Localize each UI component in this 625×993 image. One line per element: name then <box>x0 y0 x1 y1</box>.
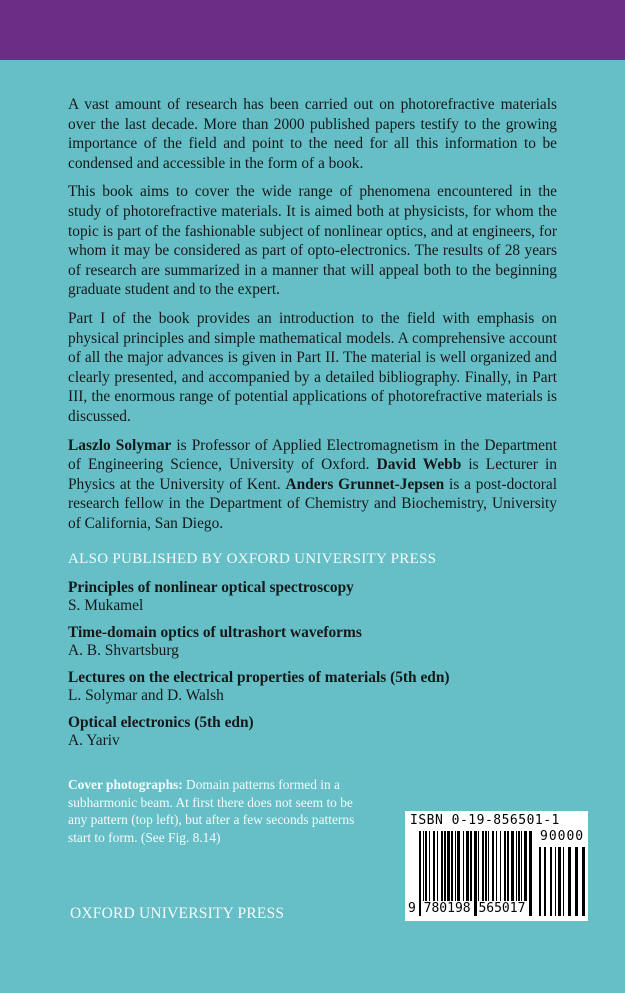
book-item <box>68 714 557 750</box>
barcode-addon-bar <box>539 847 541 916</box>
isbn-text: ISBN 0-19-856501-1 <box>410 813 560 828</box>
author-bios <box>68 436 557 534</box>
barcode-bar <box>507 831 509 901</box>
barcode-addon-bar <box>555 847 556 916</box>
caption-label: Cover photographs: <box>68 777 183 792</box>
barcode-bar <box>466 831 469 901</box>
barcode-bar <box>511 831 514 901</box>
book-title: Principles of nonlinear optical spectroscopy <box>68 579 354 597</box>
back-cover-text <box>68 95 557 750</box>
barcode-addon-bar <box>582 847 585 916</box>
cover-caption <box>68 776 368 846</box>
book-title: Optical electronics (5th edn) <box>68 714 254 732</box>
book-author: A. Yariv <box>68 732 120 750</box>
caption-text: Domain patterns formed in a subharmonic beam. At first there does not seem to be any pattern (top left), but after a few seconds patterns start to form. (See Fig. 8.14) <box>68 777 355 845</box>
book-author: S. Mukamel <box>68 597 144 615</box>
barcode-bar <box>488 831 489 901</box>
barcode-bar <box>500 831 501 901</box>
barcode-addon-bar <box>568 847 571 916</box>
top-color-band <box>0 0 625 60</box>
author-bio: is a post-doctoral research fellow in the Department of Chemistry and Biochemistry, University of California, San Diego. <box>68 475 557 532</box>
barcode-bar <box>433 831 435 901</box>
barcode-bar <box>423 831 424 901</box>
addon-number: 90000 <box>540 829 585 844</box>
barcode-bar <box>457 831 460 901</box>
barcode-bar <box>521 831 522 901</box>
barcode-bar <box>447 831 450 901</box>
book-item <box>68 624 557 660</box>
barcode-bar <box>444 831 446 901</box>
barcode <box>405 811 588 921</box>
book-title: Time-domain optics of ultrashort waveforms <box>68 624 362 642</box>
barcode-bar <box>482 831 484 901</box>
author-name: Laszlo Solymar <box>68 436 172 454</box>
barcode-bar <box>492 831 494 901</box>
barcode-bar <box>463 831 464 901</box>
author-bio: is Professor of Applied Electromagnetism in the Department of Engineering Science, University of Oxford. <box>68 436 557 474</box>
barcode-bar <box>529 831 532 916</box>
barcode-bar <box>455 831 456 901</box>
barcode-addon-bar <box>563 847 564 916</box>
description-paragraph: This book aims to cover the wide range of phenomena encountered in the study of photorefractive materials. It is aimed both at physicists, for whom the topic is part of the fashionable subject of nonlinear optics, and at engineers, for whom it may be considered as part of opto-electronics. The results of 28 years of research are summarized in a manner that will appeal both to the beginning graduate student and to the expert. <box>68 183 557 299</box>
author-name: Anders Grunnet-Jepsen <box>285 475 445 493</box>
book-item <box>68 579 557 615</box>
barcode-bar <box>516 831 517 901</box>
barcode-addon-bar <box>575 847 578 916</box>
barcode-bar <box>429 831 430 901</box>
barcode-addon-bar <box>550 847 552 916</box>
ean-number: 9 780198 565017 <box>408 901 526 916</box>
barcode-bar <box>425 831 427 901</box>
barcode-bar <box>478 831 479 901</box>
barcode-bar <box>485 831 487 901</box>
description-paragraph: Part I of the book provides an introduction to the field with emphasis on physical principles and simple mathematical models. A comprehensive account of all the major advances is given in Part II. The material is well organized and clearly presented, and accompanied by a detailed bibliography. Finally, in Part III, the enormous range of potential applications of photorefractive materials is discussed. <box>68 309 557 425</box>
description-paragraph: A vast amount of research has been carried out on photorefractive materials over the last decade. More than 2000 published papers testify to the growing importance of the field and point to the need for all this information to be condensed and accessible in the form of a book. <box>68 96 557 172</box>
barcode-bar <box>470 831 472 901</box>
barcode-addon-bar <box>544 847 546 916</box>
barcode-bar <box>524 831 527 901</box>
barcode-bar <box>504 831 506 901</box>
barcode-bar <box>451 831 453 901</box>
book-author: L. Solymar and D. Walsh <box>68 687 224 705</box>
book-author: A. B. Shvartsburg <box>68 642 179 660</box>
barcode-addon-bar <box>558 847 561 916</box>
author-name: David Webb <box>376 456 462 474</box>
barcode-bar <box>441 831 443 901</box>
barcode-bar <box>437 831 438 901</box>
barcode-bar <box>518 831 520 901</box>
book-item <box>68 669 557 705</box>
publisher-name: OXFORD UNIVERSITY PRESS <box>70 905 285 922</box>
also-published-heading: ALSO PUBLISHED BY OXFORD UNIVERSITY PRESS <box>68 551 437 568</box>
barcode-bar <box>496 831 497 901</box>
book-title: Lectures on the electrical properties of materials (5th edn) <box>68 669 450 687</box>
author-bio: is Lecturer in Physics at the University of Kent. <box>68 456 558 493</box>
